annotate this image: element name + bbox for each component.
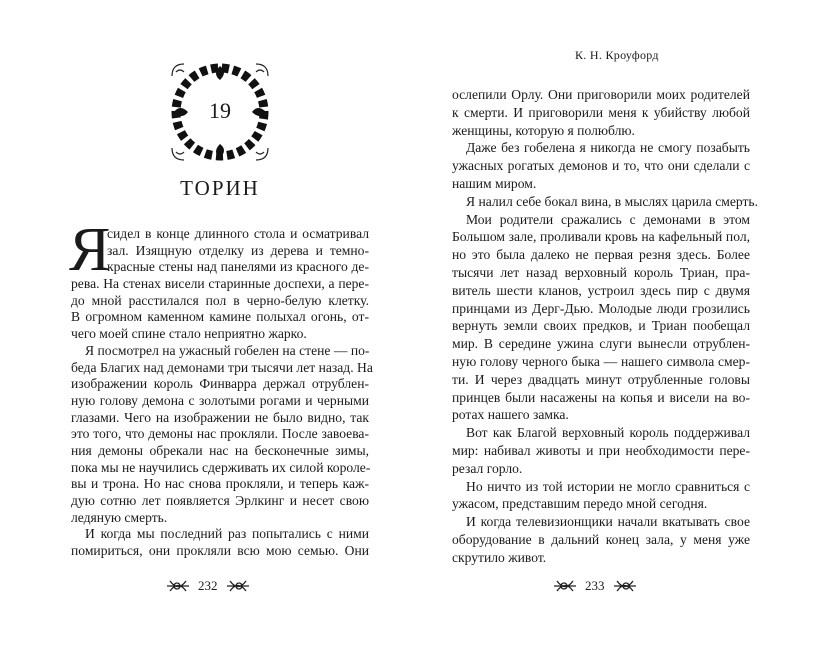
paragraph — [71, 226, 369, 343]
running-header: К. Н. Кроуфорд — [575, 48, 659, 62]
paragraph — [452, 478, 750, 514]
text-line: вернуть земли своих предков, и Триан пообещал — [452, 318, 750, 334]
text-line: Мои родители сражались с демонами в этом — [466, 211, 750, 227]
page-number: 233 — [585, 578, 605, 593]
text-line: Даже без гобелена я никогда не смогу позабыть — [466, 140, 750, 156]
text-line: принцами из Дерг-Дью. Молодые люди грозились — [452, 300, 750, 316]
paragraph — [71, 342, 373, 527]
text-line: изображении король Финварра держал отрублен- — [71, 376, 369, 392]
text-line: витель шести кланов, устроил здесь пир с двумя — [452, 282, 750, 298]
text-line: Но ничто из той истории не могло сравниться с — [466, 478, 750, 494]
page-number: 232 — [198, 578, 218, 593]
drop-cap: Я — [69, 216, 111, 284]
chapter-emblem — [170, 62, 270, 162]
text-line: ужасных рогатых демонов и то, что они сделали с — [452, 158, 750, 174]
text-line: ную голову демона с золотыми рогами и черными — [71, 392, 369, 408]
text-line: ния демоны обрекали нас на бесконечные зимы, — [71, 442, 369, 458]
page-footer — [166, 578, 250, 594]
paragraph — [452, 513, 750, 566]
text-line: беда Благих над демонами три тысячи лет назад. На — [71, 359, 373, 375]
paragraph — [452, 86, 750, 139]
paragraph — [452, 424, 750, 477]
text-line: И когда телевизионщики начали вкатывать свое — [466, 514, 750, 530]
right-page — [410, 0, 820, 661]
text-line: зал. Изящную отделку из дерева и темно- — [107, 242, 369, 258]
text-line: тысячи лет назад верховный король Триан, пра- — [452, 264, 750, 280]
text-line: И когда мы последний раз попытались с ними — [85, 526, 369, 542]
text-line: вы и трона. Но нас снова прокляли, и теперь каж- — [71, 476, 369, 492]
text-line: сидел в конце длинного стола и осматривал — [107, 226, 369, 241]
text-line: ти. И через двадцать минут отрубленные головы — [452, 371, 750, 387]
text-line: Большом зале, проливали кровь на кафельный пол, — [452, 229, 750, 245]
paragraph — [71, 526, 369, 559]
text-line: принцев были насажены на копья и висели на во- — [452, 389, 750, 405]
text-line: но это была далеко не первая резня здесь. Более — [452, 247, 750, 263]
paragraph — [452, 211, 750, 425]
page-footer — [553, 578, 637, 594]
text-line: мир. В середине ужина слуги вынесли отрублен- — [452, 336, 750, 352]
text-line: ротах нашего замка. — [452, 407, 569, 423]
text-line: красные стены над панелями из красного де- — [107, 259, 369, 275]
text-line: ужасом, представшим передо мной сегодня. — [452, 496, 708, 512]
text-line: мир: набивал животы и при необходимости пере- — [452, 442, 750, 458]
text-line: чего моей спине стало неприятно жарко. — [71, 326, 307, 342]
right-page-body — [452, 86, 759, 567]
text-line: Я посмотрел на ужасный гобелен на стене — по- — [85, 342, 370, 358]
text-line: Вот как Благой верховный король поддерживал — [466, 425, 750, 441]
flourish-icon — [613, 580, 637, 592]
text-line: Я налил себе бокал вина, в мыслях царила смерть. — [466, 193, 759, 209]
text-line: глазами. Чего на изображении не было видно, так — [71, 409, 369, 425]
text-line: пока мы не научились сдерживать их силой короле- — [71, 459, 371, 475]
text-line: ослепили Орлу. Они приговорили моих родителей — [452, 87, 750, 102]
text-line: к смерти. И приговорили меня к убийству любой — [452, 104, 750, 120]
text-line: ную голову черного быка — нашего символа смер- — [452, 353, 750, 369]
flourish-icon — [226, 580, 250, 592]
text-line: ледяную смерть. — [71, 509, 168, 525]
text-line: рева. На стенах висели старинные доспехи, а пере- — [71, 276, 369, 292]
paragraph — [452, 139, 750, 192]
text-line: резал горло. — [452, 460, 523, 476]
text-line: до мной расстилался пол в черно-белую клетку. — [71, 292, 369, 308]
left-page-body — [69, 216, 373, 560]
text-line: оборудование в дальний конец зала, у меня уже — [452, 531, 750, 547]
text-line: женщины, которую я полюблю. — [452, 122, 635, 138]
text-line: В огромном каменном камине полыхал огонь, от- — [71, 309, 369, 325]
paragraph — [452, 193, 759, 211]
chapter-number: 19 — [209, 98, 231, 123]
flourish-icon — [553, 580, 577, 592]
text-line: дую сотню лет появляется Эрлкинг и несет свою — [71, 493, 369, 508]
flourish-icon — [166, 580, 190, 592]
text-line: нашим миром. — [452, 175, 537, 191]
text-line: скрутило живот. — [452, 549, 547, 565]
chapter-title: ТОРИН — [180, 176, 260, 200]
text-line: это того, что демоны нас прокляли. После завоева- — [71, 426, 369, 442]
text-line: помириться, они прокляли всю мою семью. Они — [71, 543, 369, 559]
